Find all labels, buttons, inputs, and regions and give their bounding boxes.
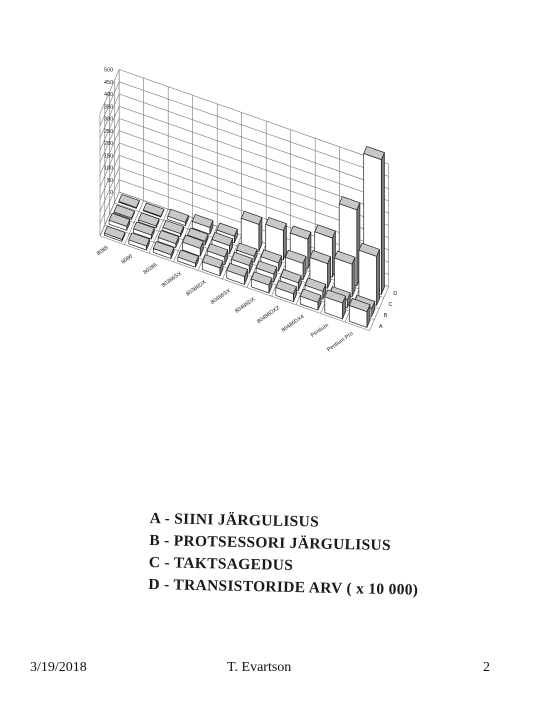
x-tick-label: 80486DX2	[256, 305, 281, 326]
y-tick-label: 50	[107, 177, 114, 184]
y-tick-label: 0	[110, 190, 114, 196]
y-tick-label: 200	[104, 141, 114, 147]
bar-side	[377, 249, 380, 305]
legend-item-d: D - TRANSISTORIDE ARV ( x 10 000)	[148, 575, 419, 599]
legend-item-c: C - TAKTSAGEDUS	[148, 553, 294, 575]
footer-author: T. Evartson	[227, 660, 292, 675]
y-tick-label: 250	[104, 128, 114, 135]
x-tick-label: 8086	[120, 253, 134, 266]
x-tick-label: 80386SX	[160, 270, 183, 289]
x-tick-label: Pentium	[309, 322, 330, 339]
footer-page-number: 2	[483, 660, 490, 675]
bar	[359, 243, 380, 305]
y-tick-label: 500	[104, 67, 114, 74]
legend-item-b: B - PROTSESSORI JÄRGULISUS	[149, 531, 392, 555]
legend-block	[148, 508, 450, 602]
legend-item-a: A - SIINI JÄRGULISUS	[149, 509, 320, 531]
x-tick-label: 8088	[95, 245, 110, 257]
series-depth-label: D	[393, 291, 398, 298]
series-depth-label: B	[383, 313, 388, 320]
x-tick-label: 80486DX4	[280, 313, 306, 334]
bar-side	[381, 153, 384, 295]
bars-group	[104, 146, 384, 327]
x-tick-label: 80486DX	[234, 296, 257, 315]
y-tick-label: 150	[104, 153, 114, 160]
gridline	[100, 94, 389, 189]
y-tick-label: 450	[104, 79, 114, 86]
x-tick-label: Pentium Pro	[326, 331, 355, 354]
y-tick-label: 100	[104, 165, 114, 172]
x-tick-label: 80486SX	[209, 288, 232, 306]
gridline	[100, 67, 389, 165]
series-depth-label: C	[388, 302, 393, 309]
x-tick-label: 80286	[142, 262, 159, 276]
y-tick-label: 350	[104, 104, 114, 111]
series-depth-label: A	[378, 324, 383, 331]
bar	[119, 194, 140, 208]
footer-date: 3/19/2018	[30, 660, 87, 675]
y-tick-label: 400	[104, 92, 114, 98]
y-tick-label: 300	[104, 116, 114, 123]
x-tick-label: 80386DX	[185, 279, 208, 298]
